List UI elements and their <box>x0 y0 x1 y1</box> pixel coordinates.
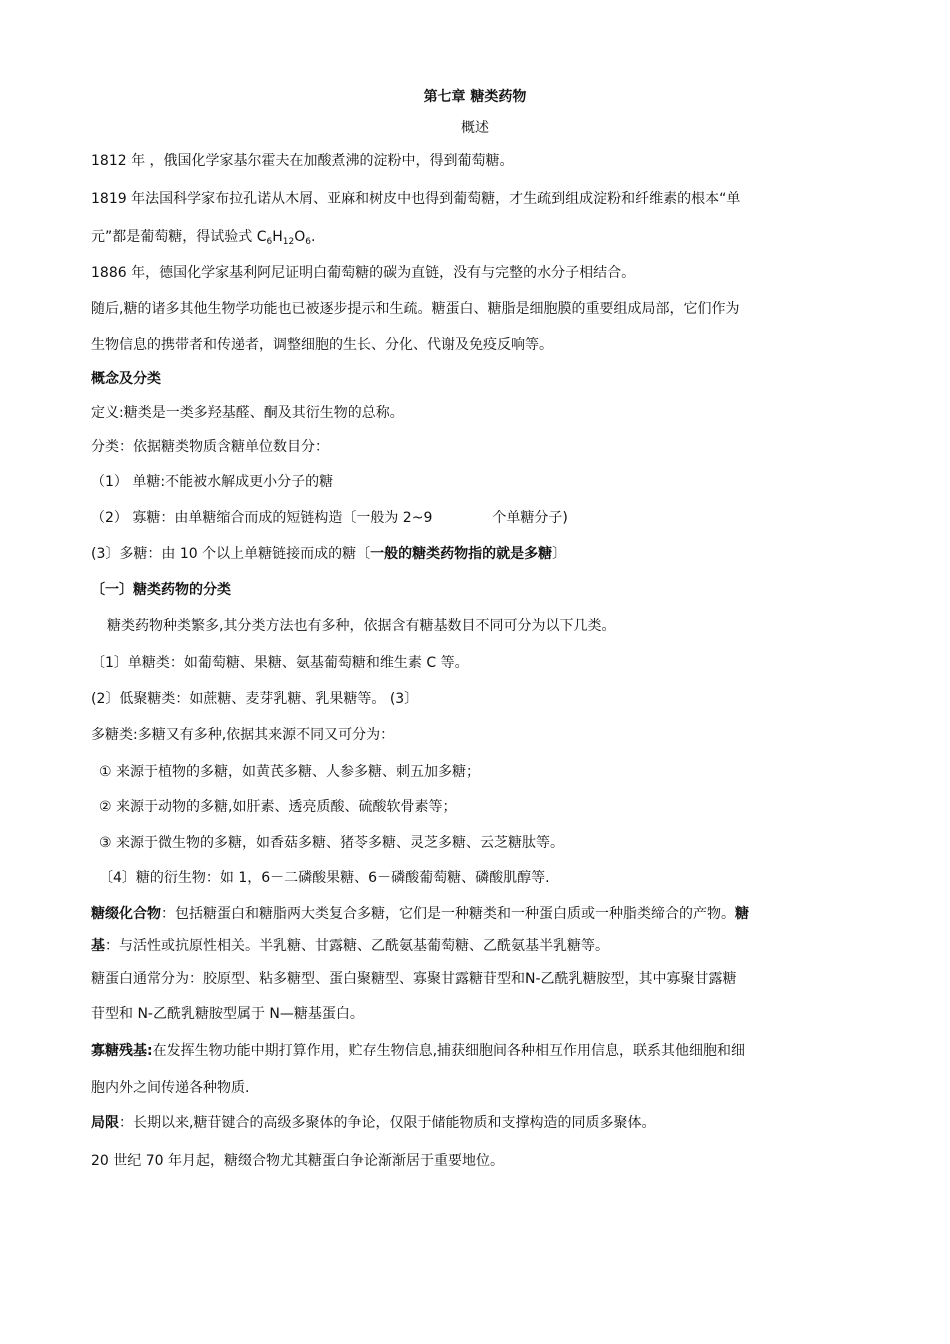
source-plant: ① 来源于植物的多糖，如黄芪多糖、人参多糖、刺五加多糖； <box>99 764 480 780</box>
polysaccharide-item: (3〕多糖：由 10 个以上单糖链接而成的糖〔一般的糖类药物指的就是多糖〕 <box>91 546 567 562</box>
drug-class-intro: 糖类药物种类繁多,其分类方法也有多种，依据含有糖基数目不同可分为以下几类。 <box>107 618 616 634</box>
oligosaccharide-residue-line-2: 胞内外之间传递各种物质. <box>91 1080 250 1096</box>
class-derivatives: 〔4〕糖的衍生物：如 1，6－二磷酸果糖、6－磷酸葡萄糖、磷酸肌醇等. <box>99 870 550 886</box>
monosaccharide-item: （1） 单糖:不能被水解成更小分子的糖 <box>91 474 334 490</box>
glycoprotein-line-2: 苷型和 N-乙酰乳糖胺型属于 N—糖基蛋白。 <box>91 1006 364 1022</box>
limitation-line: 局限：长期以来,糖苷键合的高级多聚体的争论，仅限于储能物质和支撑构造的同质多聚体。 <box>91 1115 656 1131</box>
chapter-title: 第七章 糖类药物 <box>423 89 527 105</box>
final-line: 20 世纪 70 年月起，糖缀合物尤其糖蛋白争论渐渐居于重要地位。 <box>91 1153 504 1169</box>
concept-heading: 概念及分类 <box>91 371 161 387</box>
polysaccharide-emphasis: 一般的糖类药物指的就是多糖 <box>370 546 553 562</box>
overview-paragraph-2-line-2 <box>91 227 870 247</box>
overview-paragraph-4-line-2: 生物信息的携带者和传递者，调整细胞的生长、分化、代谢及免疫反响等。 <box>91 337 553 353</box>
glycoprotein-line-1: 糖蛋白通常分为：胶原型、粘多糖型、蛋白聚糖型、寡聚甘露糖苷型和N-乙酰乳糖胺型，其中寡聚甘露糖 <box>91 971 737 987</box>
overview-paragraph-2-line-1: 1819 年法国科学家布拉孔诺从木屑、亚麻和树皮中也得到葡萄糖，才生疏到组成淀粉和纤维素的根本“单 <box>91 191 741 207</box>
source-animal: ② 来源于动物的多糖,如肝素、透亮质酸、硫酸软骨素等； <box>99 799 457 815</box>
overview-paragraph-4-line-1: 随后,糖的诸多其他生物学功能也已被逐步提示和生疏。糖蛋白、糖脂是细胞膜的重要组成局部，它们作为 <box>91 301 740 317</box>
class-polysaccharides: 多糖类:多糖又有多种,依据其来源不同又可分为： <box>91 727 395 743</box>
oligosaccharide-item: （2） 寡糖：由单糖缩合而成的短链构造〔一般为 2~9 个单糖分子) <box>91 510 568 526</box>
conjugate-line-2: 基：与活性或抗原性相关。半乳糖、甘露糖、乙酰氨基葡萄糖、乙酰氨基半乳糖等。 <box>91 938 609 954</box>
class-monosaccharides: 〔1〕单糖类：如葡萄糖、果糖、氨基葡萄糖和维生素 C 等。 <box>91 655 469 671</box>
definition-line: 定义:糖类是一类多羟基醛、酮及其衍生物的总称。 <box>91 405 404 421</box>
overview-paragraph-1: 1812 年 ，俄国化学家基尔霍夫在加酸煮沸的淀粉中，得到葡萄糖。 <box>91 153 514 169</box>
class-oligosaccharides: (2〕低聚糖类：如蔗糖、麦芽乳糖、乳果糖等。 (3〕 <box>91 691 419 707</box>
overview-paragraph-2-text: 元”都是葡萄糖，得试验式 <box>91 229 257 245</box>
classification-line: 分类：依据糖类物质含糖单位数目分： <box>91 439 329 455</box>
source-microbe: ③ 来源于微生物的多糖，如香菇多糖、猪苓多糖、灵芝多糖、云芝糖肽等。 <box>99 835 564 851</box>
conjugate-line-1: 糖缀化合物：包括糖蛋白和糖脂两大类复合多糖，它们是一种糖类和一种蛋白质或一种脂类缔合的产物。糖 <box>91 906 749 922</box>
oligosaccharide-residue-line-1: 寡糖残基:在发挥生物功能中期打算作用，贮存生物信息,捕获细胞间各种相互作用信息，联系其他细胞和细 <box>91 1043 746 1059</box>
drug-class-heading: 〔一〕糖类药物的分类 <box>91 582 231 598</box>
section-subtitle: 概述 <box>461 120 489 136</box>
overview-paragraph-3: 1886 年，德国化学家基利阿尼证明白葡萄糖的碳为直链，没有与完整的水分子相结合。 <box>91 265 636 281</box>
empirical-formula: $C_6H_{12}O_6$. <box>256 229 316 247</box>
